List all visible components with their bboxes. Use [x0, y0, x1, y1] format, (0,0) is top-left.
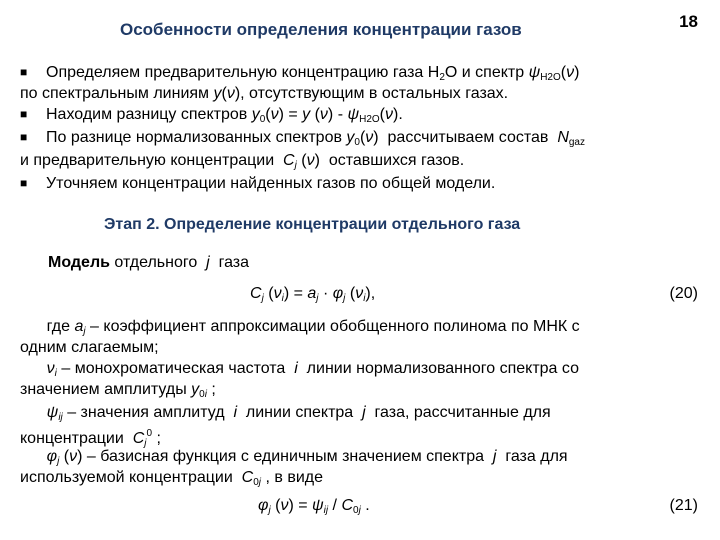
- definition-line-2: одним слагаемым;: [20, 339, 159, 356]
- definition-line-5: $\psi_{ij}$ – значения амплитуд i линии спектра j газа, рассчитанные для: [46, 404, 551, 423]
- definition-line-4: значением амплитуды $y_{0i}$ ;: [20, 381, 216, 400]
- bullet-text: Определяем предварительную концентрацию газа $H_2O$ и спектр $\psi_{H2O}(\nu)$: [46, 64, 580, 83]
- formula-21: $\varphi_j$ $(\nu) = \psi_{ij} / C_{0j}$ .: [258, 497, 370, 516]
- model-label: Модель отдельного j газа: [48, 254, 250, 271]
- stage-heading: Этап 2. Определение концентрации отдельного газа: [104, 216, 521, 233]
- slide-title: Особенности определения концентрации газов: [120, 20, 522, 39]
- bullet-marker-icon: ■: [20, 176, 28, 190]
- bullet-marker-icon: ■: [20, 65, 28, 79]
- bullet-text: и предварительную концентрации $C_j$ (ν) оставшихся газов.: [20, 152, 465, 171]
- bullet-text: По разнице нормализованных спектров $y_0(\nu)$ рассчитываем состав $N_{gaz}$: [46, 129, 585, 148]
- formula-20: $C_j$ $(\nu_i) = a_j \cdot \varphi_j$ $(\nu_i)$,: [250, 285, 376, 304]
- equation-number-21: (21): [669, 497, 698, 514]
- page-number: 18: [679, 12, 698, 31]
- definition-line-3: $\nu_i$ – монохроматическая частота i линии нормализованного спектра со: [46, 360, 579, 379]
- definition-line-7: $\varphi_j$ (ν) – базисная функция с единичным значением спектра j газа для: [46, 448, 568, 467]
- bullet-text: Уточняем концентрации найденных газов по общей модели.: [46, 175, 496, 192]
- definition-line-1: где $a_j$ – коэффициент аппроксимации обобщенного полинома по МНК с: [20, 318, 580, 337]
- bullet-text: Находим разницу спектров $y_0(\nu) = y$ $(\nu) - \psi_{H2O}(\nu)$.: [46, 106, 403, 125]
- bullet-marker-icon: ■: [20, 107, 28, 121]
- bullet-marker-icon: ■: [20, 130, 28, 144]
- bullet-line-2: [20, 83, 710, 104]
- definition-line-8: используемой концентрации $C_{0j}$ , в виде: [20, 469, 323, 488]
- equation-number-20: (20): [669, 285, 698, 302]
- definition-line-6: концентрации $C_j^0$ ;: [20, 428, 161, 449]
- bullet-text: по спектральным линиям y(ν), отсутствующим в остальных газах.: [20, 85, 509, 102]
- bullet-line-6: [20, 173, 710, 194]
- model-label-bold: Модель: [48, 254, 110, 271]
